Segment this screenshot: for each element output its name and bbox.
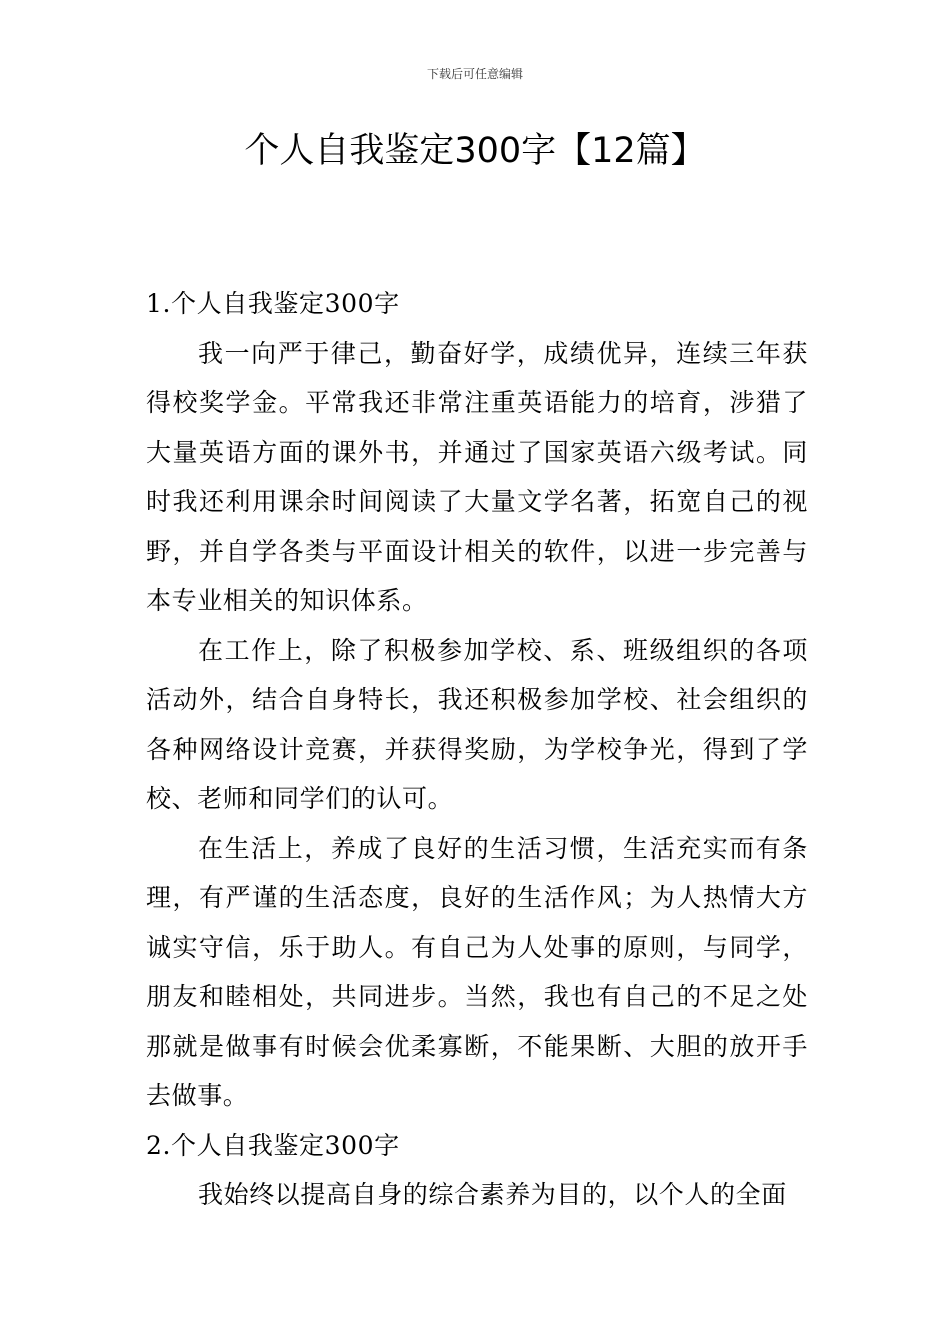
paragraph: 我一向严于律己，勤奋好学，成绩优异，连续三年获得校奖学金。平常我还非常注重英语能力的培育，涉猎了大量英语方面的课外书，并通过了国家英语六级考试。同时我还利用课余时间阅读了大量文学名著，拓宽自己的视野，并自学各类与平面设计相关的软件，以进一步完善与本专业相关的知识体系。 (146, 338, 808, 615)
paragraph: 在生活上，养成了良好的生活习惯，生活充实而有条理，有严谨的生活态度，良好的生活作风；为人热情大方诚实守信，乐于助人。有自己为人处事的原则，与同学，朋友和睦相处，共同进步。当然，我也有自己的不足之处那就是做事有时候会优柔寡断，不能果断、大胆的放开手去做事。 (146, 833, 808, 1110)
document-body (146, 279, 808, 1220)
paragraph: 在工作上，除了积极参加学校、系、班级组织的各项活动外，结合自身特长，我还积极参加学校、社会组织的各种网络设计竞赛，并获得奖励，为学校争光，得到了学校、老师和同学们的认可。 (146, 635, 808, 813)
section-2 (146, 1121, 808, 1220)
section-1 (146, 279, 808, 1121)
document-title: 个人自我鉴定300字【12篇】 (244, 131, 706, 171)
section-heading: 2.个人自我鉴定300字 (146, 1130, 400, 1160)
header-note: 下载后可任意编辑 (426, 67, 523, 81)
section-heading: 1.个人自我鉴定300字 (146, 289, 400, 318)
paragraph: 我始终以提高自身的综合素养为目的，以个人的全面 (198, 1180, 787, 1209)
